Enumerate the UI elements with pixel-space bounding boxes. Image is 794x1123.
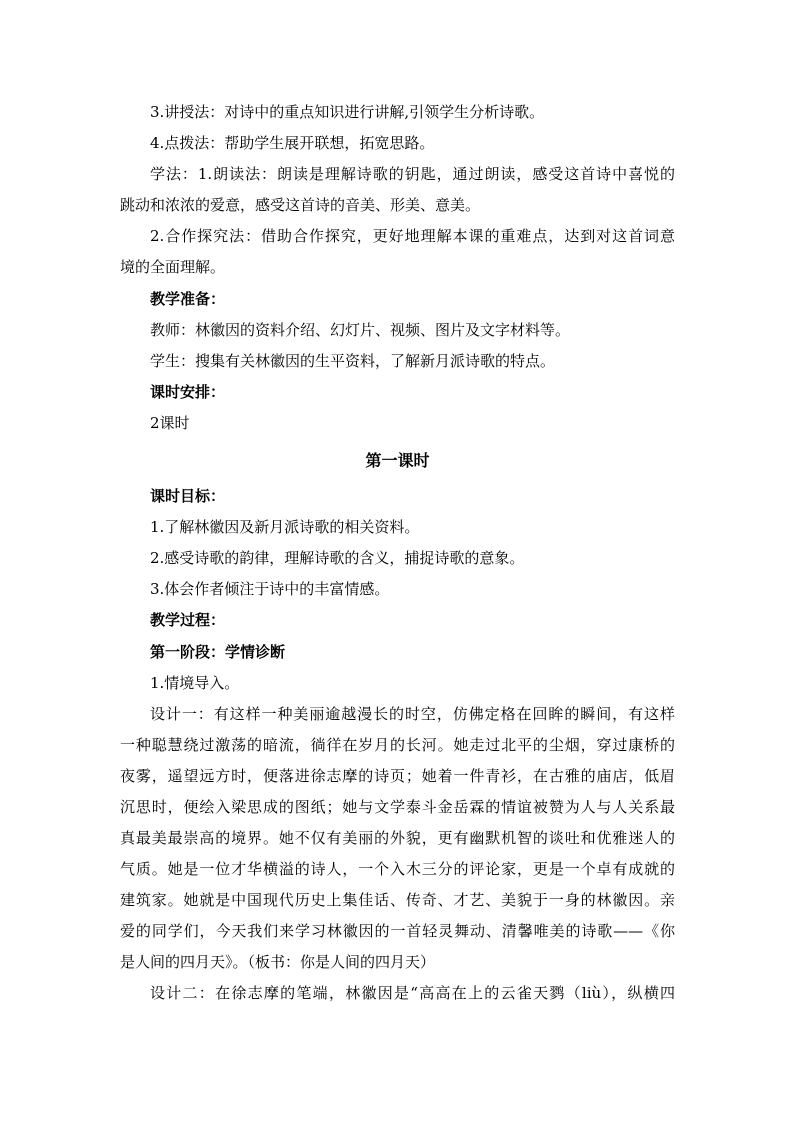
design-1-line-8: 爱的同学们，今天我们来学习林徽因的一首轻灵舞动、清馨唯美的诗歌——《你 xyxy=(120,922,675,940)
prep-heading: 教学准备： xyxy=(150,290,226,308)
design-1-line-4: 沉思时，便绘入梁思成的图纸；她与文学泰斗金岳霖的情谊被赞为人与人关系最 xyxy=(120,798,675,816)
goal-item-1: 1.了解林徽因及新月派诗歌的相关资料。 xyxy=(150,518,420,536)
design-1-line-7: 建筑家。她就是中国现代历史上集佳话、传奇、才艺、美貌于一身的林徽因。亲 xyxy=(120,891,675,909)
design-1-line-2: 一种聪慧绕过激荡的暗流，徜徉在岁月的长河。她走过北平的尘烟，穿过康桥的 xyxy=(120,736,675,754)
prep-student: 学生：搜集有关林徽因的生平资料，了解新月派诗歌的特点。 xyxy=(150,352,556,370)
design-2-line-1: 设计二：在徐志摩的笔端，林徽因是“高高在上的云雀天鹨（liù），纵横四 xyxy=(150,984,675,1002)
study-method-2-line1: 2.合作探究法：借助合作探究，更好地理解本课的重难点，达到对这首词意 xyxy=(150,227,675,245)
intro-item: 1.情境导入。 xyxy=(150,674,240,692)
process-heading: 教学过程： xyxy=(150,611,226,629)
method-item-4: 4.点拨法：帮助学生展开联想，拓宽思路。 xyxy=(150,134,435,152)
design-1-line-5: 真最美最崇高的境界。她不仅有美丽的外貌，更有幽默机智的谈吐和优雅迷人的 xyxy=(120,829,675,847)
study-method-1-line2: 跳动和浓浓的爱意，感受这首诗的音美、形美、意美。 xyxy=(120,196,481,214)
schedule-value: 2课时 xyxy=(150,414,190,432)
goal-item-3: 3.体会作者倾注于诗中的丰富情感。 xyxy=(150,580,390,598)
design-1-line-6: 气质。她是一位才华横溢的诗人，一个入木三分的评论家，更是一个卓有成就的 xyxy=(120,860,675,878)
study-method-1-line1: 学法：1.朗读法：朗读是理解诗歌的钥匙，通过朗读，感受这首诗中喜悦的 xyxy=(150,165,675,183)
stage-1-heading: 第一阶段：学情诊断 xyxy=(150,643,286,661)
study-method-2-line2: 境的全面理解。 xyxy=(120,258,226,276)
schedule-heading: 课时安排： xyxy=(150,383,226,401)
design-1-line-9: 是人间的四月天》。（板书：你是人间的四月天） xyxy=(120,953,436,971)
design-1-line-3: 夜雾，遥望远方时，便落进徐志摩的诗页；她着一件青衫，在古雅的庙店，低眉 xyxy=(120,767,675,785)
method-item-3: 3.讲授法：对诗中的重点知识进行讲解,引领学生分析诗歌。 xyxy=(150,103,545,121)
goal-item-2: 2.感受诗歌的韵律，理解诗歌的含义，捕捉诗歌的意象。 xyxy=(150,549,525,567)
lesson-title: 第一课时 xyxy=(365,451,430,470)
design-1-line-1: 设计一：有这样一种美丽逾越漫长的时空，仿佛定格在回眸的瞬间，有这样 xyxy=(150,705,675,723)
goals-heading: 课时目标： xyxy=(150,487,226,505)
prep-teacher: 教师：林徽因的资料介绍、幻灯片、视频、图片及文字材料等。 xyxy=(150,321,571,339)
